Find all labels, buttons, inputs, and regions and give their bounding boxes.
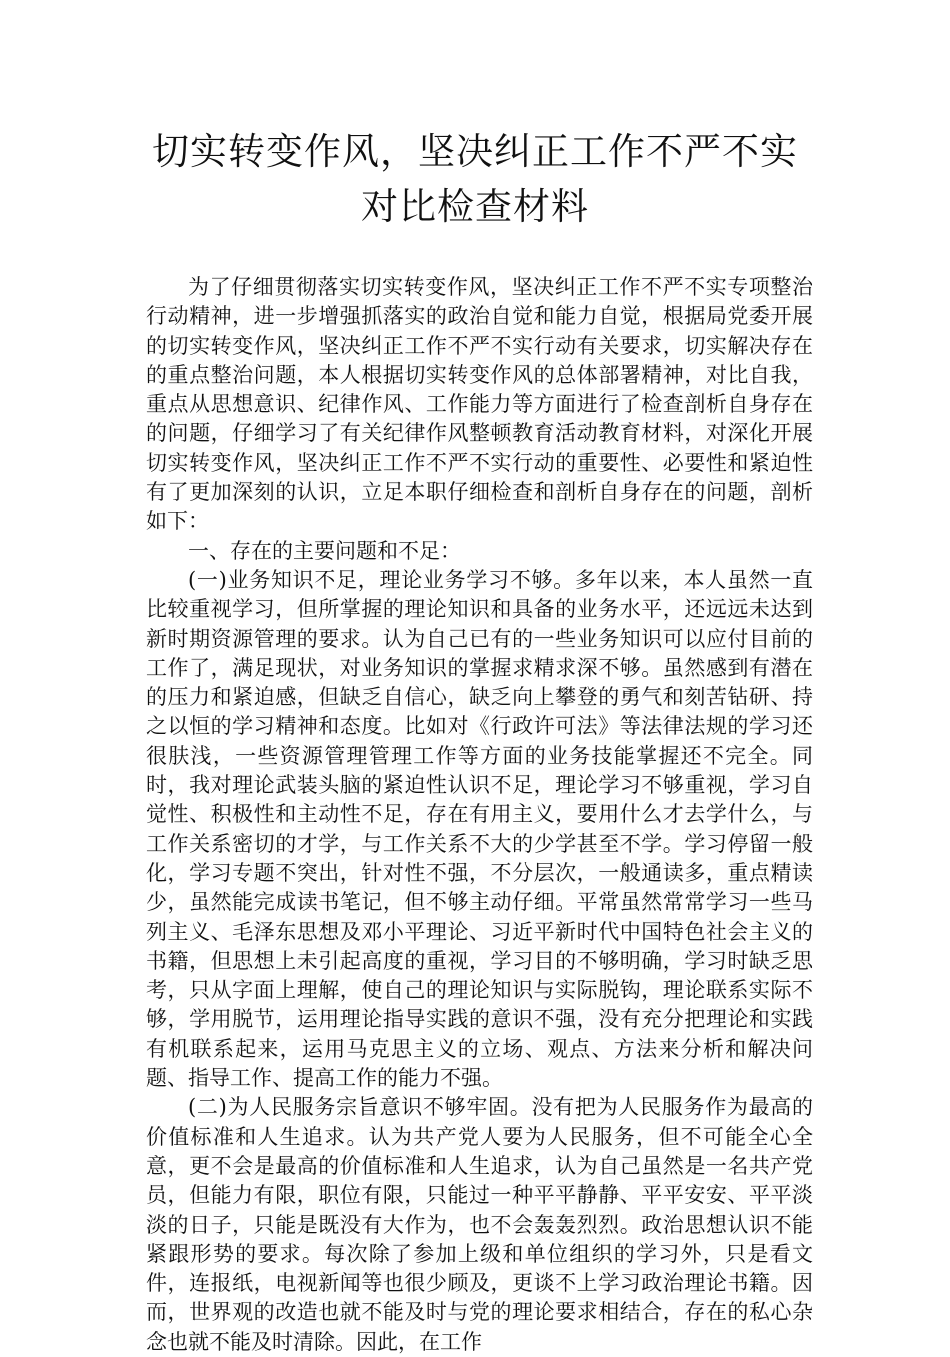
document-body bbox=[146, 273, 813, 1357]
paragraph-item-1: (一)业务知识不足，理论业务学习不够。多年以来，本人虽然一直比较重视学习，但所掌握的理论知识和具备的业务水平，还远远未达到新时期资源管理的要求。认为自己已有的一些业务知识可以应付目前的工作了，满足现状，对业务知识的掌握求精求深不够。虽然感到有潜在的压力和紧迫感，但缺乏自信心，缺乏向上攀登的勇气和刻苦钻研、持之以恒的学习精神和态度。比如对《行政许可法》等法律法规的学习还很肤浅，一些资源管理管理工作等方面的业务技能掌握还不完全。同时，我对理论武装头脑的紧迫性认识不足，理论学习不够重视，学习自觉性、积极性和主动性不足，存在有用主义，要用什么才去学什么，与工作关系密切的才学，与工作关系不大的少学甚至不学。学习停留一般化，学习专题不突出，针对性不强，不分层次，一般通读多，重点精读少，虽然能完成读书笔记，但不够主动仔细。平常虽然常常学习一些马列主义、毛泽东思想及邓小平理论、习近平新时代中国特色社会主义的书籍，但思想上未引起高度的重视，学习目的不够明确，学习时缺乏思考，只从字面上理解，使自己的理论知识与实际脱钩，理论联系实际不够，学用脱节，运用理论指导实践的意识不强，没有充分把理论和实践有机联系起来，运用马克思主义的立场、观点、方法来分析和解决问题、指导工作、提高工作的能力不强。 bbox=[146, 567, 813, 1091]
title-line-1: 切实转变作风，坚决纠正工作不严不实 bbox=[152, 130, 798, 173]
paragraph-intro: 为了仔细贯彻落实切实转变作风，坚决纠正工作不严不实专项整治行动精神，进一步增强抓落实的政治自觉和能力自觉，根据局党委开展的切实转变作风，坚决纠正工作不严不实行动有关要求，切实解决存在的重点整治问题，本人根据切实转变作风的总体部署精神，对比自我，重点从思想意识、纪律作风、工作能力等方面进行了检查剖析自身存在的问题，仔细学习了有关纪律作风整顿教育活动教育材料，对深化开展切实转变作风，坚决纠正工作不严不实行动的重要性、必要性和紧迫性有了更加深刻的认识，立足本职仔细检查和剖析自身存在的问题，剖析如下： bbox=[146, 275, 813, 534]
paragraph-item-2: (二)为人民服务宗旨意识不够牢固。没有把为人民服务作为最高的价值标准和人生追求。认为共产党人要为人民服务，但不可能全心全意，更不会是最高的价值标准和人生追求，认为自己虽然是一名共产党员，但能力有限，职位有限，只能过一种平平静静、平平安安、平平淡淡的日子，只能是既没有大作为，也不会轰轰烈烈。政治思想认识不能紧跟形势的要求。每次除了参加上级和单位组织的学习外，只是看文件，连报纸，电视新闻等也很少顾及，更谈不上学习政治理论书籍。因而，世界观的改造也就不能及时与党的理论要求相结合，存在的私心杂念也就不能及时清除。因此，在工作 bbox=[146, 1095, 813, 1354]
section-heading: 一、存在的主要问题和不足： bbox=[188, 538, 461, 563]
title-line-2: 对比检查材料 bbox=[361, 185, 589, 228]
document-title bbox=[120, 124, 830, 234]
